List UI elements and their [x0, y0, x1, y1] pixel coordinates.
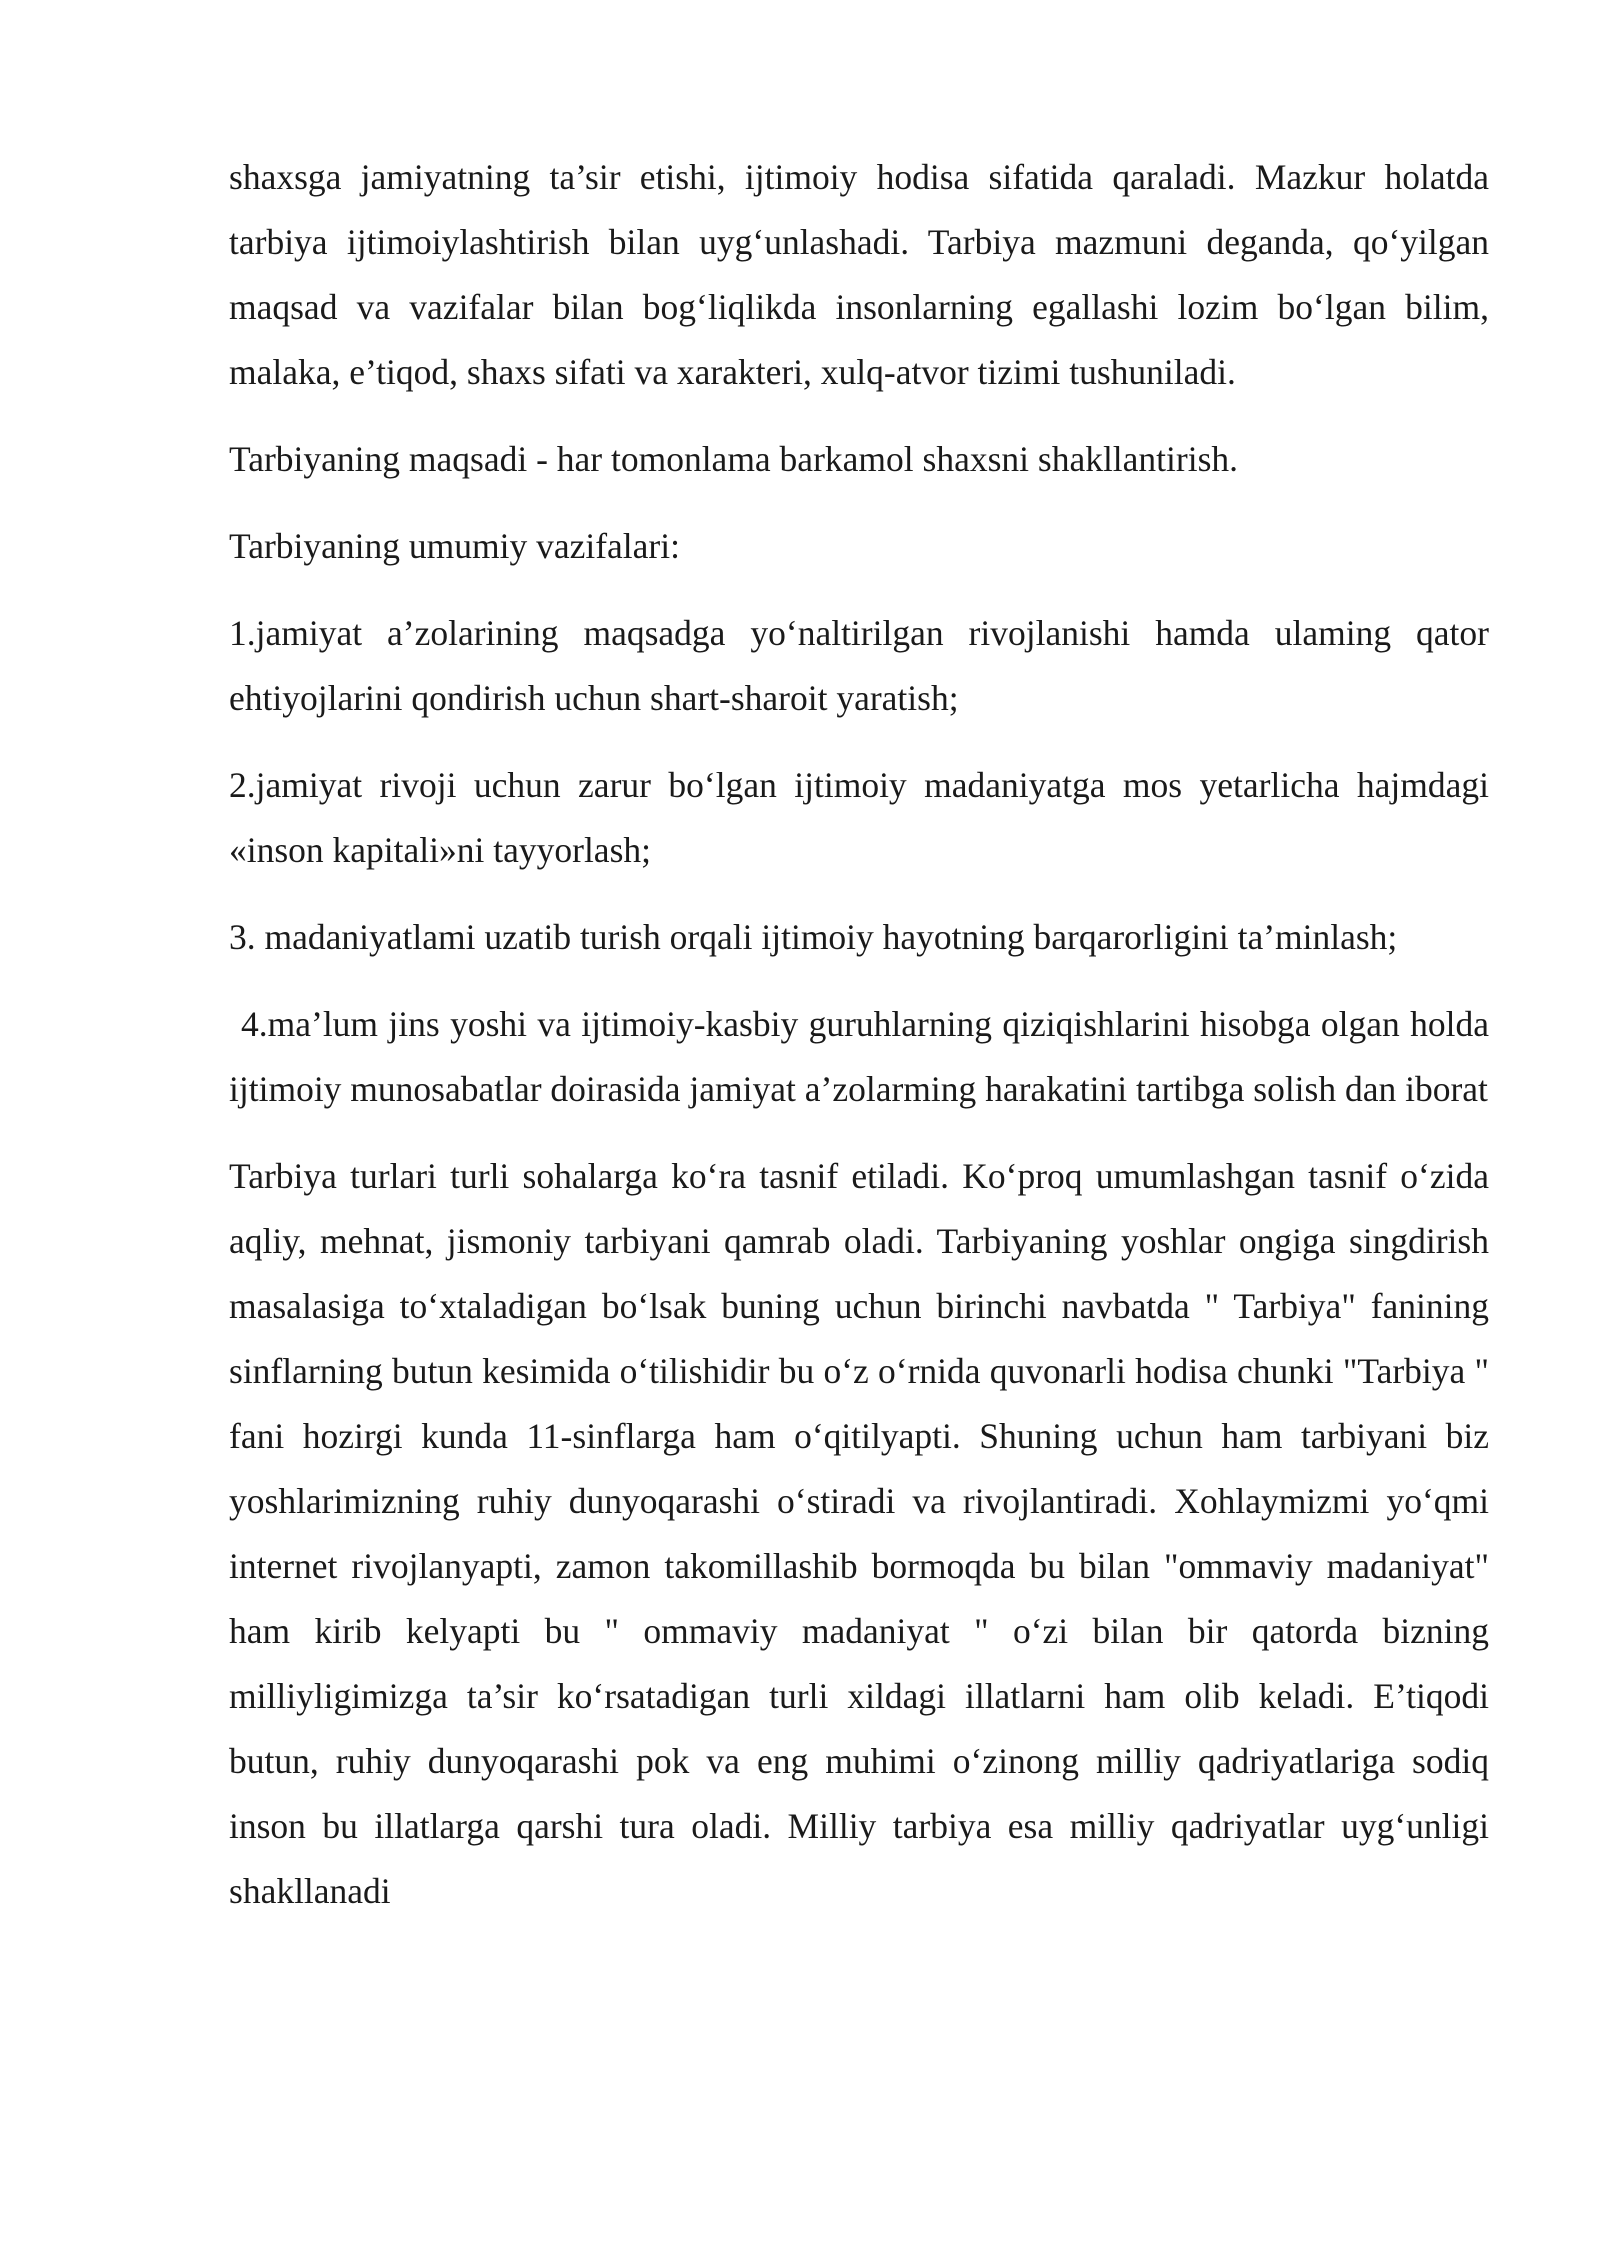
- paragraph-tasks-heading: Tarbiyaning umumiy vazifalari:: [229, 526, 680, 566]
- document-page: [229, 145, 1489, 1946]
- list-item-1: 1.jamiyat a’zolarining maqsadga yo‘naltirilgan rivojlanishi hamda ulaming qator ehtiyojlarini qondirish uchun shart-sharoit yaratish;: [229, 613, 1489, 718]
- paragraph-types: Tarbiya turlari turli sohalarga ko‘ra tasnif etiladi. Ko‘proq umumlashgan tasnif o‘zida aqliy, mehnat, jismoniy tarbiyani qamrab oladi. Tarbiyaning yoshlar ongiga singdirish masalasiga to‘xtaladigan bo‘lsak buning uchun birinchi navbatda " Tarbiya" fanining sinflarning butun kesimida o‘tilishidir bu o‘z o‘rnida quvonarli hodisa chunki "Tarbiya " fani hozirgi kunda 11-sinflarga ham o‘qitilyapti. Shuning uchun ham tarbiyani biz yoshlarimizning ruhiy dunyoqarashi o‘stiradi va rivojlantiradi. Xohlaymizmi yo‘qmi internet rivojlanyapti, zamon takomillashib bormoqda bu bilan "ommaviy madaniyat" ham kirib kelyapti bu " ommaviy madaniyat " o‘zi bilan bir qatorda bizning milliyligimizga ta’sir ko‘rsatadigan turli xildagi illatlarni ham olib keladi. E’tiqodi butun, ruhiy dunyoqarashi pok va eng muhimi o‘zinong milliy qadriyatlariga sodiq inson bu illatlarga qarshi tura oladi. Milliy tarbiya esa milliy qadriyatlar uyg‘unligi shakllanadi: [229, 1156, 1489, 1911]
- list-item-2: 2.jamiyat rivoji uchun zarur bo‘lgan ijtimoiy madaniyatga mos yetarlicha hajmdagi «inson kapitali»ni tayyorlash;: [229, 765, 1489, 870]
- list-item-3: 3. madaniyatlami uzatib turish orqali ijtimoiy hayotning barqarorligini ta’minlash;: [229, 917, 1398, 957]
- paragraph-intro: shaxsga jamiyatning ta’sir etishi, ijtimoiy hodisa sifatida qaraladi. Mazkur holatda tarbiya ijtimoiylashtirish bilan uyg‘unlashadi. Tarbiya mazmuni deganda, qo‘yilgan maqsad va vazifalar bilan bog‘liqlikda insonlarning egallashi lozim bo‘lgan bilim, malaka, e’tiqod, shaxs sifati va xarakteri, xulq-atvor tizimi tushuniladi.: [229, 157, 1489, 392]
- paragraph-goal: Tarbiyaning maqsadi - har tomonlama barkamol shaxsni shakllantirish.: [229, 439, 1239, 479]
- list-item-4: 4.ma’lum jins yoshi va ijtimoiy-kasbiy guruhlarning qiziqishlarini hisobga olgan holda ijtimoiy munosabatlar doirasida jamiyat a’zolarming harakatini tartibga solish dan iborat: [229, 1004, 1489, 1109]
